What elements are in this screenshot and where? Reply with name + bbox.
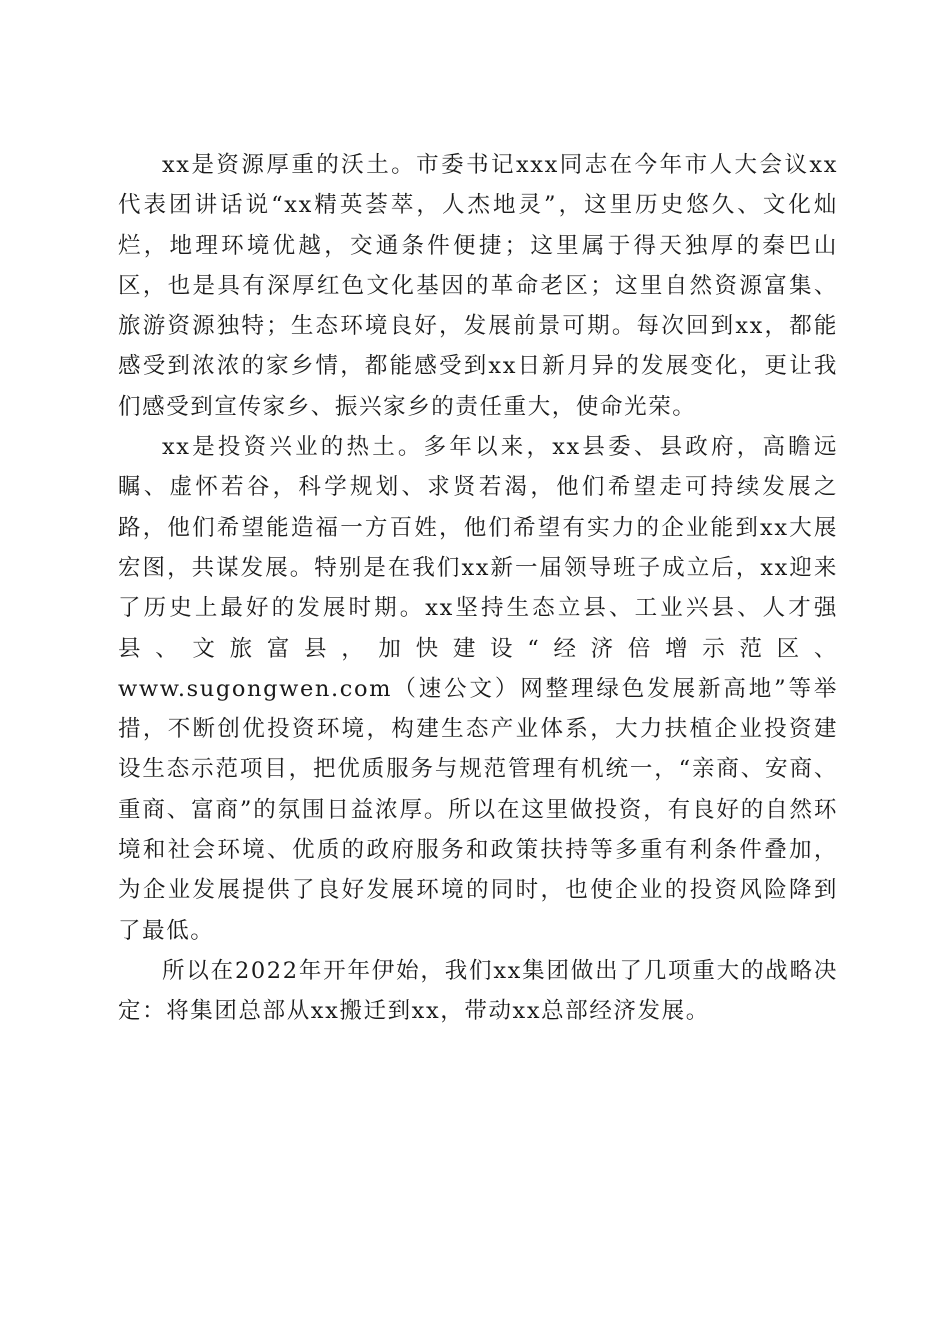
document-body	[118, 145, 838, 1032]
paragraph-resources: xx是资源厚重的沃土。市委书记xxx同志在今年市人大会议xx代表团讲话说“xx精英荟萃，人杰地灵”，这里历史悠久、文化灿烂，地理环境优越，交通条件便捷；这里属于得天独厚的秦巴山区，也是具有深厚红色文化基因的革命老区；这里自然资源富集、旅游资源独特；生态环境良好，发展前景可期。每次回到xx，都能感受到浓浓的家乡情，都能感受到xx日新月异的发展变化，更让我们感受到宣传家乡、振兴家乡的责任重大，使命光荣。	[118, 152, 838, 420]
paragraph-investment: xx是投资兴业的热土。多年以来，xx县委、县政府，高瞻远瞩、虚怀若谷，科学规划、求贤若渴，他们希望走可持续发展之路，他们希望能造福一方百姓，他们希望有实力的企业能到xx大展宏图，共谋发展。特别是在我们xx新一届领导班子成立后，xx迎来了历史上最好的发展时期。xx坚持生态立县、工业兴县、人才强县、文旅富县，加快建设“经济倍增示范区、www.sugongwen.com（速公文）网整理绿色发展新高地”等举措，不断创优投资环境，构建生态产业体系，大力扶植企业投资建设生态示范项目，把优质服务与规范管理有机统一，“亲商、安商、重商、富商”的氛围日益浓厚。所以在这里做投资，有良好的自然环境和社会环境、优质的政府服务和政策扶持等多重有利条件叠加，为企业发展提供了良好发展环境的同时，也使企业的投资风险降到了最低。	[118, 434, 838, 944]
paragraph-strategy: 所以在2022年开年伊始，我们xx集团做出了几项重大的战略决定：将集团总部从xx搬迁到xx，带动xx总部经济发展。	[118, 957, 838, 1025]
